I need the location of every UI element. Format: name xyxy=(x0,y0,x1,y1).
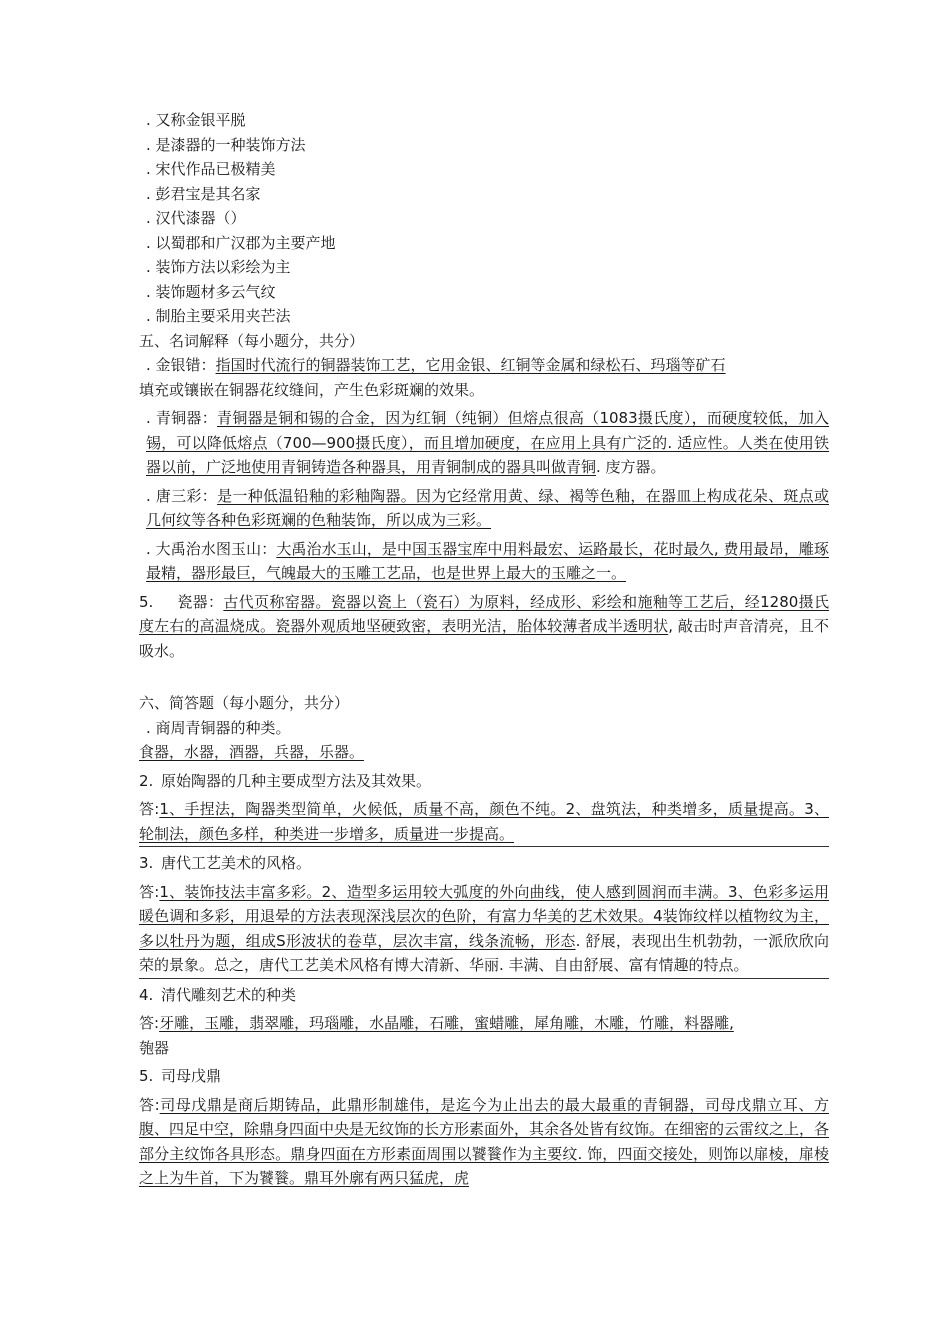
answer-tail: . 饰，四面交接处，则饰以扉棱，扉棱之上为牛首，下为饕餮。鼎耳外廓有两只猛虎，虎 xyxy=(139,1144,829,1187)
definition-answer: 大禹治水玉山，是中国玉器宝库中用料最宏、运路最长，花时最久, 费用最昂，雕琢最精，器形最巨，气魄最大的玉雕工艺品，也是世界上最大的玉雕之一。 xyxy=(146,539,829,582)
definition-tail: 填充或镶嵌在铜器花纹缝间，产生色彩斑斓的效果。 xyxy=(139,380,485,399)
question-text: 司母戊鼎 xyxy=(161,1067,222,1085)
section-heading-short-answer: 六、简答题（每小题分，共分） xyxy=(139,694,350,712)
definition-term: . 青铜器： xyxy=(146,409,218,427)
answer-text: 牙雕，玉雕，翡翠雕，玛瑙雕，水晶雕，石雕，蜜蜡雕，犀角雕，木雕，竹雕，料器雕, xyxy=(159,1014,734,1032)
question-title xyxy=(139,983,829,1008)
question-text: 原始陶器的几种主要成型方法及其效果。 xyxy=(161,771,432,790)
definition-answer: 是一种低温铅釉的彩釉陶器。因为它经常用黄、绿、褐等色釉，在器皿上构成花朵、斑点或几何纹等各种色彩斑斓的色釉装饰，所以成为三彩。 xyxy=(146,486,829,529)
spacer xyxy=(139,663,829,687)
answer-prefix: 答: xyxy=(139,800,160,818)
answer-paragraph xyxy=(139,797,829,847)
definition-answer: 青铜器是铜和锡的合金，因为红铜（纯铜）但熔点很高（1083摄氏度），而硬度较低，加入锡，可以降低熔点（700—900摄氏度），而且增加硬度，在应用上具有广泛的. 适应性。人类在使用铁器以前，广泛地使用青铜铸造各种器具，用青铜制成的器具叫做青铜 xyxy=(146,409,829,476)
definition-item xyxy=(139,484,829,533)
answer-paragraph xyxy=(139,880,829,979)
list-item: . 制胎主要采用夹芒法 xyxy=(146,307,291,325)
document-body xyxy=(139,108,829,1191)
answer-paragraph xyxy=(139,1093,829,1191)
answer-text: 1、装饰技法丰富多彩。2、造型多运用较大弧度的外向曲线，使人感到圆润而丰满。3、色彩多运用暖色调和多彩，用退晕的方法表现深浅层次的色阶，有富力华美的艺术效果。4装饰纹样以植物纹为主，多以牡丹为题，组成S形波状的卷草，层次丰富，线条流畅，形态 xyxy=(139,882,829,950)
definition-answer: 指国时代流行的铜器装饰工艺，它用金银、红铜等金属和绿松石、玛瑙等矿石 xyxy=(215,356,726,374)
answer-prefix: 答: xyxy=(139,1014,160,1032)
definition-item xyxy=(139,537,829,586)
question-title xyxy=(139,1064,829,1089)
definition-item xyxy=(139,353,829,402)
definition-term: . 金银错： xyxy=(146,356,216,374)
list-item: . 彭君宝是其名家 xyxy=(146,184,261,203)
definition-term: . 唐三彩： xyxy=(146,486,218,505)
definition-term: . 大禹治水图玉山： xyxy=(146,539,277,558)
question-title xyxy=(139,769,829,794)
answer-text: 食器，水器，酒器，兵器，乐器。 xyxy=(139,743,365,761)
question-number: 3. xyxy=(139,854,154,872)
list-item: . 又称金银平脱 xyxy=(146,111,246,129)
question-title xyxy=(139,851,829,876)
list-item: . 装饰方法以彩绘为主 xyxy=(146,258,291,276)
answer-paragraph xyxy=(139,740,829,765)
list-item: . 装饰题材多云气纹 xyxy=(146,282,276,301)
question-text: 唐代工艺美术的风格。 xyxy=(161,854,312,872)
definition-term: 瓷器： xyxy=(177,592,224,611)
definition-tail: . 庋方器。 xyxy=(596,458,666,476)
definition-answer: 古代页称窑器。瓷器以瓷上（瓷石）为原料，经成形、彩绘和施釉等工艺后，经1280摄氏度左右的高温烧成。瓷器外观质地坚硬致密，表明光洁，胎体较薄者成半透明状 xyxy=(139,592,829,635)
list-item: . 以蜀郡和广汉郡为主要产地 xyxy=(146,233,336,252)
list-item: . 宋代作品已极精美 xyxy=(146,160,276,178)
definition-item xyxy=(139,590,829,664)
section-heading-definitions: 五、名词解释（每小题分，共分） xyxy=(139,331,365,350)
definition-number: 5. xyxy=(139,592,154,611)
answer-paragraph xyxy=(139,1011,829,1060)
question-text: 清代雕刻艺术的种类 xyxy=(161,985,297,1004)
question-number: 2. xyxy=(139,771,154,790)
list-item: . 是漆器的一种装饰方法 xyxy=(146,135,306,154)
question-number: 4. xyxy=(139,985,154,1004)
question-number: 5. xyxy=(139,1067,154,1085)
question-title xyxy=(139,716,829,741)
answer-text: 司母戊鼎是商后期铸品，此鼎形制雄伟，是迄今为止出去的最大最重的青铜器，司母戊鼎立耳、方腹、四足中空，除鼎身四面中央是无纹饰的长方形素面外，其余各处皆有纹饰。在细密的云雷纹之上，各部分主纹饰各具形态。鼎身四面在方形素面周围以饕餮作为主要纹 xyxy=(139,1095,830,1163)
answer-text: 1、手捏法，陶器类型简单，火候低，质量不高，颜色不纯。2、盘筑法，种类增多，质量提高。3、轮制法，颜色多样，种类进一步增多，质量进一步提高。 xyxy=(139,800,829,843)
answer-tail: 匏器 xyxy=(139,1038,170,1057)
answer-prefix: 答: xyxy=(139,1095,160,1114)
definition-item xyxy=(139,406,829,480)
definition-tail: , 敲击时声音清亮，且不吸水。 xyxy=(139,617,829,660)
answer-prefix: 答: xyxy=(139,882,160,901)
question-text: . 商周青铜器的种类。 xyxy=(146,718,291,737)
list-item: . 汉代漆器（） xyxy=(146,209,246,227)
answer-tail: . 舒展，表现出生机勃勃，一派欣欣向荣的景象。总之，唐代工艺美术风格有博大清新、华丽. 丰满、自由舒展、富有情趣的特点。 xyxy=(139,931,829,974)
